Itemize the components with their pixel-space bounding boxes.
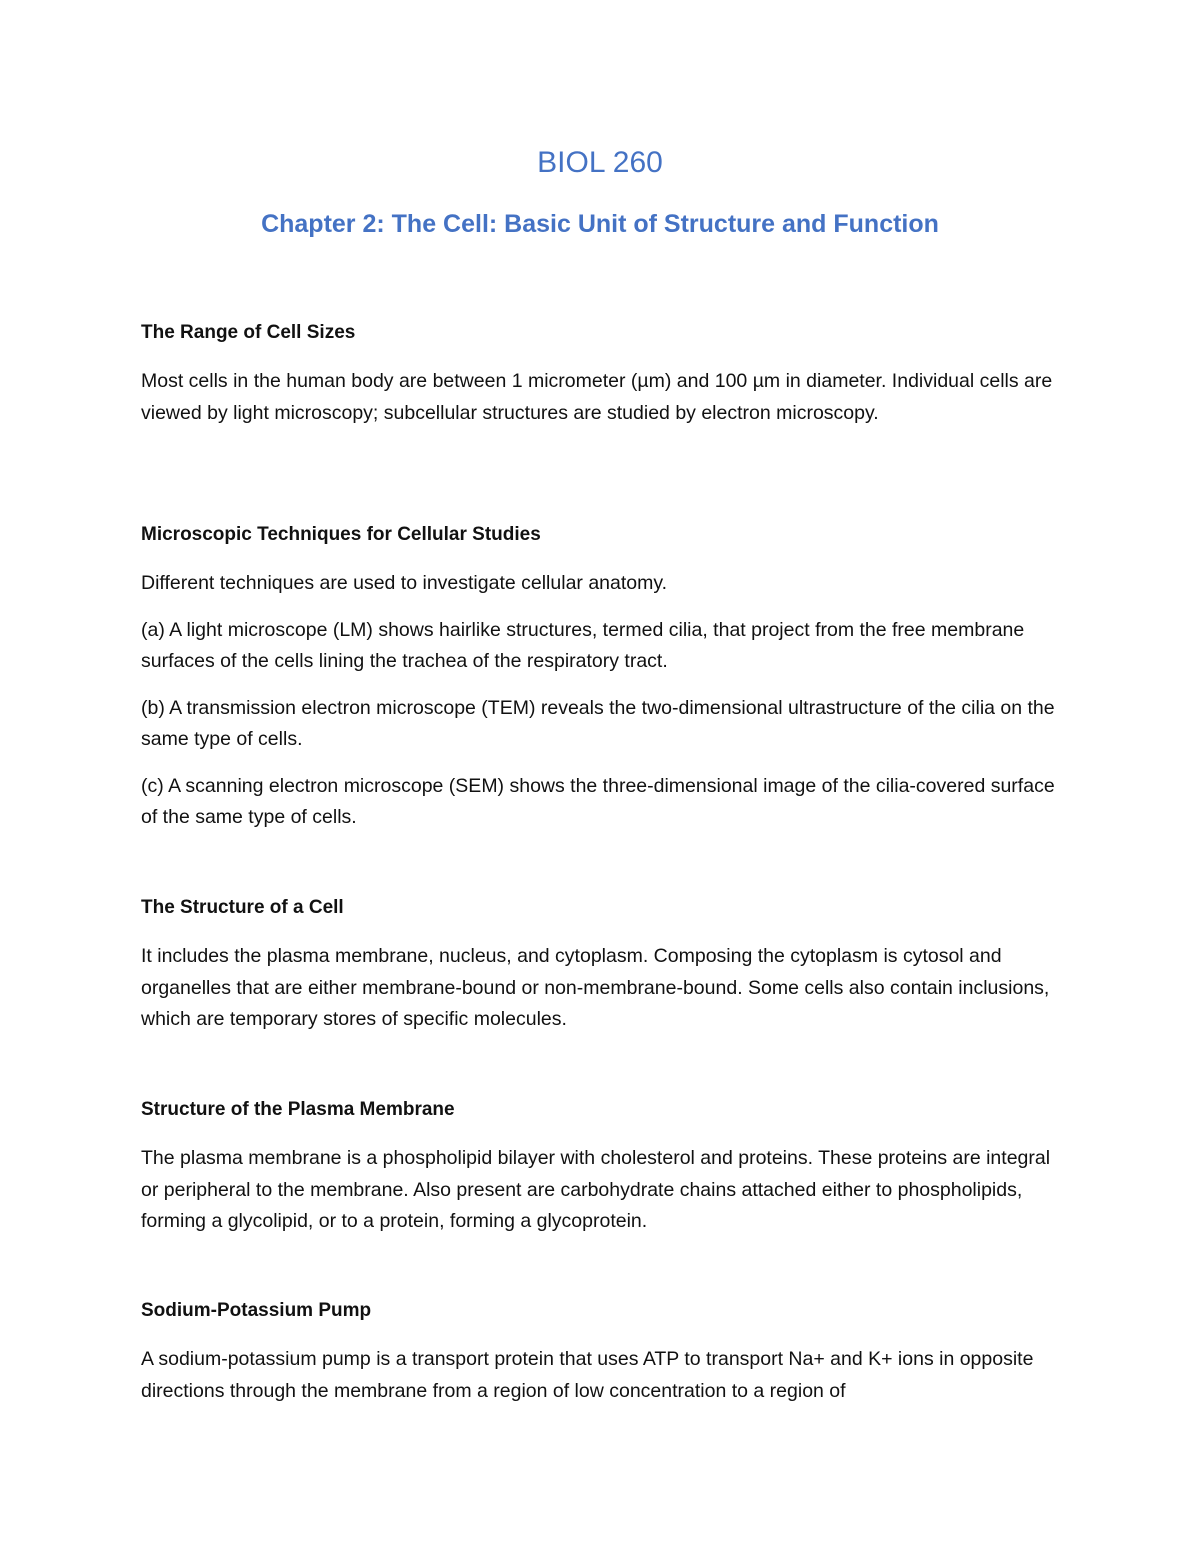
- section-paragraph: (b) A transmission electron microscope (TEM) reveals the two-dimensional ultrastructure of the cilia on the same type of cells.: [141, 696, 1055, 750]
- chapter-title: Chapter 2: The Cell: Basic Unit of Structure and Function: [261, 210, 939, 238]
- section-cell-structure: [141, 896, 1066, 1036]
- section-heading: The Structure of a Cell: [141, 897, 344, 918]
- section-heading: The Range of Cell Sizes: [141, 322, 356, 343]
- section-plasma-membrane: [141, 1098, 1066, 1238]
- section-cell-sizes: [141, 321, 1066, 429]
- section-heading: Sodium-Potassium Pump: [141, 1300, 372, 1321]
- section-paragraph: (c) A scanning electron microscope (SEM) shows the three-dimensional image of the cilia-covered surface of the same type of cells.: [141, 774, 1055, 828]
- section-paragraph: Different techniques are used to investigate cellular anatomy.: [141, 572, 668, 594]
- course-title: BIOL 260: [537, 146, 663, 179]
- section-paragraph: A sodium-potassium pump is a transport protein that uses ATP to transport Na+ and K+ ions in opposite directions through the membrane from a region of low concentration to a region of: [141, 1348, 1034, 1402]
- section-microscopic-techniques: [141, 523, 1066, 834]
- section-heading: Structure of the Plasma Membrane: [141, 1099, 455, 1120]
- section-heading: Microscopic Techniques for Cellular Studies: [141, 524, 541, 545]
- section-paragraph: Most cells in the human body are between 1 micrometer (µm) and 100 µm in diameter. Individual cells are viewed by light microscopy; subcellular structures are studied by electron microscopy.: [141, 370, 1053, 424]
- section-sodium-potassium-pump: [141, 1299, 1066, 1407]
- section-paragraph: The plasma membrane is a phospholipid bilayer with cholesterol and proteins. These proteins are integral or peripheral to the membrane. Also present are carbohydrate chains attached either to phospholipids, forming a glycolipid, or to a protein, forming a glycoprotein.: [141, 1147, 1051, 1232]
- section-paragraph: It includes the plasma membrane, nucleus, and cytoplasm. Composing the cytoplasm is cytosol and organelles that are either membrane-bound or non-membrane-bound. Some cells also contain inclusions, which are temporary stores of specific molecules.: [141, 945, 1050, 1030]
- section-paragraph: (a) A light microscope (LM) shows hairlike structures, termed cilia, that project from the free membrane surfaces of the cells lining the trachea of the respiratory tract.: [141, 618, 1025, 672]
